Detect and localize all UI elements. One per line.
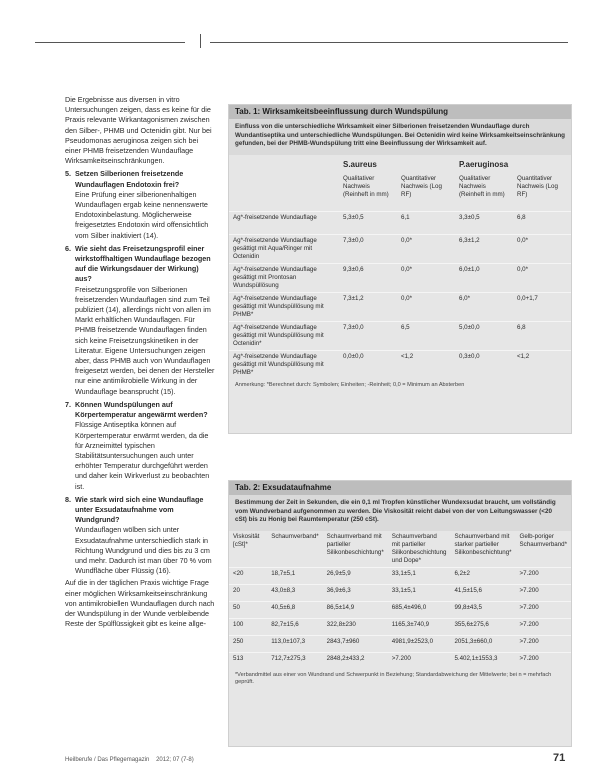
table-cell: 322,8±230: [326, 620, 356, 628]
table1-footnote: Anmerkung: *Berechnet durch: Symbolen; Einheiten; -Reinheit; 0,0 = Minimum an Absterben: [235, 381, 465, 388]
table1-group-header: P.aeruginosa: [459, 159, 509, 169]
table-row: [229, 321, 571, 350]
faq-number: 6.: [65, 243, 71, 253]
table-cell: 513: [233, 654, 244, 662]
table-cell: 2051,3±660,0: [454, 637, 493, 645]
page-number: 71: [553, 752, 566, 764]
table-cell: 6,8: [517, 213, 526, 221]
faq-answer: Flüssige Antiseptika können auf Körpertemperatur erwärmt werden, da die für Arzneimittel typischen Stabilitätsuntersuchungen auch unter erhöhter Temperatur durchgeführt werden und daher kein Wirkverlust zu beobachten ist.: [75, 420, 210, 491]
table-cell: 33,1±5,1: [391, 586, 416, 594]
table-cell: 2848,2±433,2: [326, 654, 365, 662]
table-cell: 0,0*: [517, 265, 529, 273]
table-cell: 9,3±0,6: [343, 265, 364, 273]
table-cell: 0,0*: [401, 265, 413, 273]
table-cell: 3,3±0,5: [459, 213, 480, 221]
table1-column-header: Qualitativer Nachweis (Reinheft in mm): [459, 174, 505, 198]
table-cell: 7,3±0,0: [343, 323, 364, 331]
faq-question: Wie sieht das Freisetzungsprofil einer wirkstoffhaltigen Wundauflage bezogen auf die Wirkungsdauer der Wirkung) aus?: [75, 243, 211, 284]
table1-box: [228, 104, 572, 434]
table-cell: 0,0*: [401, 236, 413, 244]
table-cell: 6,3±1,2: [459, 236, 480, 244]
faq-number: 7.: [65, 399, 71, 409]
table2-intro: Bestimmung der Zeit in Sekunden, die ein 0,1 ml Tropfen künstlicher Wundexsudat braucht, um vollständig vom Wundverband aufgenommen zu werden. Die Viskosität reicht dabei von der von Leitungswasser (<20 cSt) bis zu Honig bei Raumtemperatur (250 cSt).: [229, 495, 571, 531]
table-cell: <20: [233, 569, 244, 577]
table-cell: 82,7±15,6: [271, 620, 299, 628]
table-cell: 41,5±15,6: [454, 586, 482, 594]
table2-column-header: Schaumverband mit partieller Silikonbeschichtung und Dope*: [391, 532, 447, 564]
table-cell: 0,0*: [517, 236, 529, 244]
table-cell: 86,5±14,9: [326, 603, 355, 611]
body-text-column: [65, 95, 215, 632]
table-cell: 355,6±275,6: [454, 620, 489, 628]
intro-paragraph: Die Ergebnisse aus diversen in vitro Untersuchungen zeigen, dass es keine für die Praxis relevante Wirkantagonismen zwischen den Silber-, PHMB und Octenidin gibt. Nur bei Pseudomonas aeruginosa zeigen sich bei einer PHMB freisetzenden Wundauflage Wirksamkeitseinschränkungen.: [65, 95, 212, 166]
header-rule-left: [35, 42, 185, 43]
table-row: [229, 292, 571, 321]
table-cell: 6,0±1,0: [459, 265, 480, 273]
table-cell: 0,0+1,7: [517, 294, 538, 302]
table-cell: 100: [233, 620, 244, 628]
table2-column-header: Viskosität [cSt]*: [233, 532, 260, 548]
table2: [229, 531, 571, 669]
table-row: [229, 567, 571, 584]
table1-column-header: Quantitativer Nachweis (Log RF): [401, 174, 442, 198]
table-cell: 6,0*: [459, 294, 471, 302]
page-footer: [65, 757, 194, 763]
table-cell: 685,4±496,0: [391, 603, 427, 611]
table-row: [229, 618, 571, 635]
faq-answer: Eine Prüfung einer silberionenhaltigen Wundauflagen ergab keine nennenswerte Endotoxinbelastung. Möglicherweise freigesetztes Endotoxin wird offensichtlich vom Silber inaktiviert (14).: [75, 189, 209, 240]
faq-answer: Wundauflagen wölben sich unter Exsudataufnahme unterschiedlich stark in Richtung Wundgrund und dies bis zu 3 cm und mehr. Dadurch ist man über 70 % vom Wundfläche über Flüssig (16).: [75, 525, 212, 576]
table2-box: [228, 480, 572, 747]
table-cell: 99,8±43,5: [454, 603, 482, 611]
table-cell: 33,1±5,1: [391, 569, 416, 577]
table-cell: 4981,9±2523,0: [391, 637, 434, 645]
header-rule-right: [210, 42, 568, 43]
table-cell: 6,2±2: [454, 569, 470, 577]
table-row: [229, 350, 571, 379]
table-row: [229, 635, 571, 652]
table-cell: >7.200: [519, 654, 539, 662]
table2-footnote: *Verbandmittel aus einer von Wundrand und Schwerpunkt in Beziehung; Standardabweichung der Mittelwerte; bei n = mehrfach geprüft.: [235, 671, 552, 685]
table2-column-header: Schaumverband mit starker partieller Silikonbeschichtung*: [454, 532, 512, 556]
table-row: [229, 584, 571, 601]
table-cell: 20: [233, 586, 240, 594]
faq-number: 5.: [65, 169, 71, 179]
table-cell: 7,3±1,2: [343, 294, 364, 302]
table1: [229, 155, 571, 379]
journal-name: Heilberufe / Das Pflegemagazin: [65, 757, 150, 763]
table1-column-header: [229, 173, 339, 212]
table-cell: >7.200: [519, 569, 539, 577]
table-cell: <1,2: [517, 352, 530, 360]
table-cell: 5,0±0,0: [459, 323, 480, 331]
table-cell: >7.200: [519, 637, 539, 645]
table-cell: 18,7±5,1: [271, 569, 296, 577]
table-cell: Ag*-freisetzende Wundauflage gesättigt mit Aqua/Ringer mit Octenidin: [233, 236, 317, 260]
table-cell: 50: [233, 603, 240, 611]
table-cell: 1165,3±740,9: [391, 620, 430, 628]
table-cell: >7.200: [391, 654, 411, 662]
faq-item-5: [65, 169, 215, 240]
table-row: [229, 234, 571, 263]
table-cell: 36,9±6,3: [326, 586, 351, 594]
faq-item-8: [65, 495, 215, 577]
table-row: [229, 263, 571, 292]
table2-column-header: Schaumverband mit partieller Silikonbeschichtung*: [326, 532, 384, 556]
table-cell: >7.200: [519, 620, 539, 628]
table-cell: 5,3±0,5: [343, 213, 364, 221]
faq-question: Setzen Silberionen freisetzende Wundauflagen Endotoxin frei?: [75, 169, 184, 189]
table-row: [229, 211, 571, 234]
table-cell: Ag*-freisetzende Wundauflage: [233, 213, 317, 221]
table-cell: 0,3±0,0: [459, 352, 480, 360]
faq-question: Wie stark wird sich eine Wundauflage unter Exsudataufnahme vom Wundgrund?: [75, 494, 204, 525]
outro-paragraph: Auf die in der täglichen Praxis wichtige Frage einer möglichen Wirksamkeitseinschränkung von antimikrobiellen Wundauflagen durch nach der Wundspülung in der Wunde verbleibende Reste der Spülflüssigkeit gibt es keine allge-: [65, 578, 215, 629]
table-cell: 2843,7±960: [326, 637, 360, 645]
table-cell: Ag*-freisetzende Wundauflage gesättigt mit Wundspüllösung mit PHMB*: [233, 294, 324, 318]
table-cell: 6,1: [401, 213, 410, 221]
table-cell: Ag*-freisetzende Wundauflage gesättigt mit Prontosan Wundspüllösung: [233, 265, 317, 289]
table-cell: Ag*-freisetzende Wundauflage gesättigt mit Wundspüllösung mit PHMB*: [233, 352, 324, 376]
table-row: [229, 601, 571, 618]
table-cell: 43,0±8,3: [271, 586, 296, 594]
table2-column-header: Schaumverband*: [271, 532, 319, 540]
table-cell: 113,0±107,3: [271, 637, 306, 645]
table-cell: 0,0±0,0: [343, 352, 364, 360]
table-cell: 0,0*: [401, 294, 413, 302]
faq-item-7: [65, 400, 215, 492]
table1-column-header: Quantitativer Nachweis (Log RF): [517, 174, 558, 198]
table1-column-header: Qualitativer Nachweis (Reinheft in mm): [343, 174, 389, 198]
faq-answer: Freisetzungsprofile von Silberionen freisetzenden Wundauflagen sind zum Teil publiziert (14), allerdings nicht von allen im Markt erhältlichen Wundauflagen. Für PHMB freisetzende Wundauflagen finden sich keine Freisetzungskinetiken in der Literatur. Eigene Untersuchungen zeigen aber, dass PHMB auch von Wundauflagen freigesetzt werden, bei denen der Hersteller nur eine antimikrobielle Wirkung in der Wundauflage beansprucht (15).: [75, 284, 215, 396]
table-cell: 40,5±6,8: [271, 603, 296, 611]
table-cell: 7,3±0,0: [343, 236, 364, 244]
table-cell: >7.200: [519, 586, 539, 594]
table2-title: Tab. 2: Exsudataufnahme: [229, 481, 571, 495]
table1-title: Tab. 1: Wirksamkeitsbeeinflussung durch Wundspülung: [229, 105, 571, 119]
table2-column-header: Gelb-poriger Schaumverband*: [519, 532, 568, 548]
crop-mark: [200, 34, 201, 48]
faq-item-6: [65, 244, 215, 397]
table-cell: 6,5: [401, 323, 410, 331]
table-cell: 250: [233, 637, 244, 645]
table-cell: 5.402,1±1553,3: [454, 654, 498, 662]
faq-number: 8.: [65, 494, 71, 504]
table-cell: 26,9±5,9: [326, 569, 351, 577]
table-cell: Ag*-freisetzende Wundauflage gesättigt mit Wundspüllösung mit Octenidin*: [233, 323, 324, 347]
table-cell: 6,8: [517, 323, 526, 331]
table-cell: <1,2: [401, 352, 414, 360]
journal-issue: 2012; 07 (7-8): [156, 757, 194, 763]
table1-intro: Einfluss von die unterschiedliche Wirksamkeit einer Silberionen freisetzenden Wundauflage durch Wundantiseptika und unterschiedliche Wundspülungen. Bei Octenidin wird keine Wirksamkeitseinschränkung gefunden, bei der PHMB-Wundspülung tritt eine Beeinflussung der Wirksamkeit auf.: [229, 119, 571, 155]
table-cell: >7.200: [519, 603, 539, 611]
table-row: [229, 652, 571, 669]
table1-group-header: S.aureus: [343, 159, 377, 169]
faq-question: Können Wundspülungen auf Körpertemperatur angewärmt werden?: [75, 399, 208, 420]
table-cell: 712,7±275,3: [271, 654, 306, 662]
